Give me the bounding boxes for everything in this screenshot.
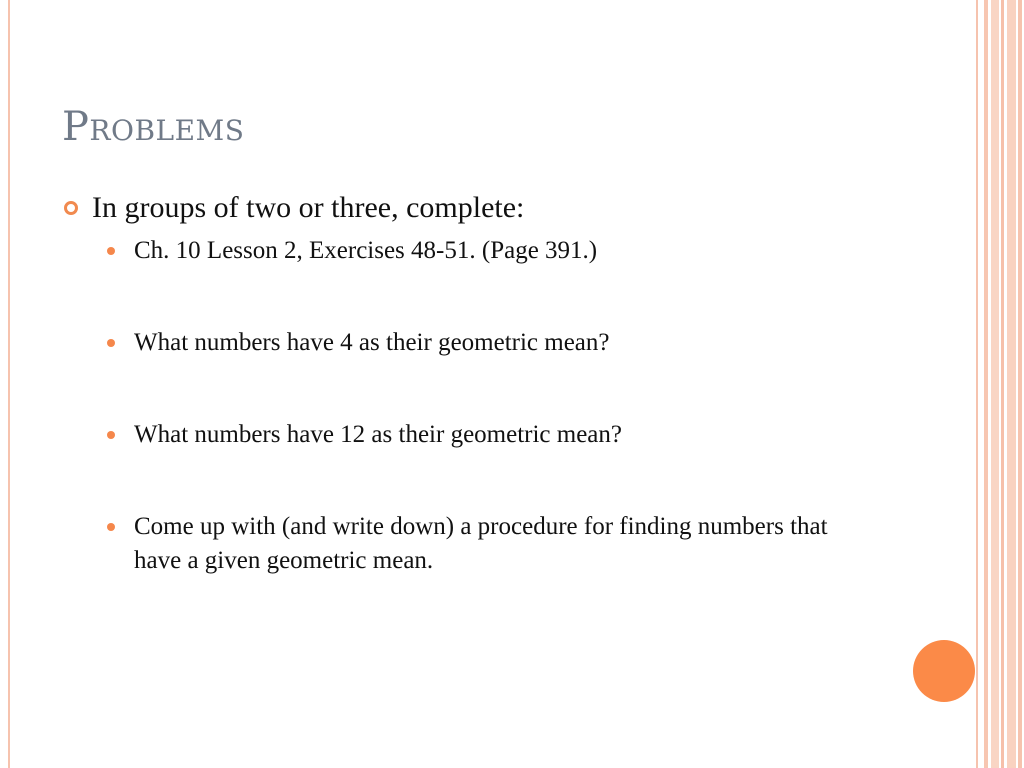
sub-bullet-text: What numbers have 12 as their geometric mean? [134,421,623,448]
main-bullet-text: In groups of two or three, complete: [92,191,525,224]
sub-bullet [62,234,942,268]
decorative-stripes [980,0,1024,768]
stripe [1018,0,1022,768]
dot-bullet-icon [107,247,115,255]
ring-bullet-icon [64,201,78,215]
main-bullet [62,188,942,228]
dot-bullet-icon [107,431,115,439]
stripe [991,0,999,768]
frame-left-border [8,0,10,768]
dot-bullet-icon [107,339,115,347]
frame-right-border [976,0,978,768]
sub-bullet [62,326,942,360]
sub-bullet [62,510,834,578]
dot-bullet-icon [107,523,115,531]
sub-bullet-text: What numbers have 4 as their geometric mean? [134,329,610,356]
slide-title: Problems [62,104,245,150]
stripe [1001,0,1004,768]
slide-content [62,188,942,578]
stripe [1007,0,1016,768]
stripe [984,0,988,768]
sub-bullet-text: Come up with (and write down) a procedure for finding numbers that have a given geometric mean. [134,513,828,574]
sub-bullet-text: Ch. 10 Lesson 2, Exercises 48-51. (Page 391.) [134,237,598,264]
orange-circle-icon [913,640,975,702]
sub-bullet [62,418,942,452]
